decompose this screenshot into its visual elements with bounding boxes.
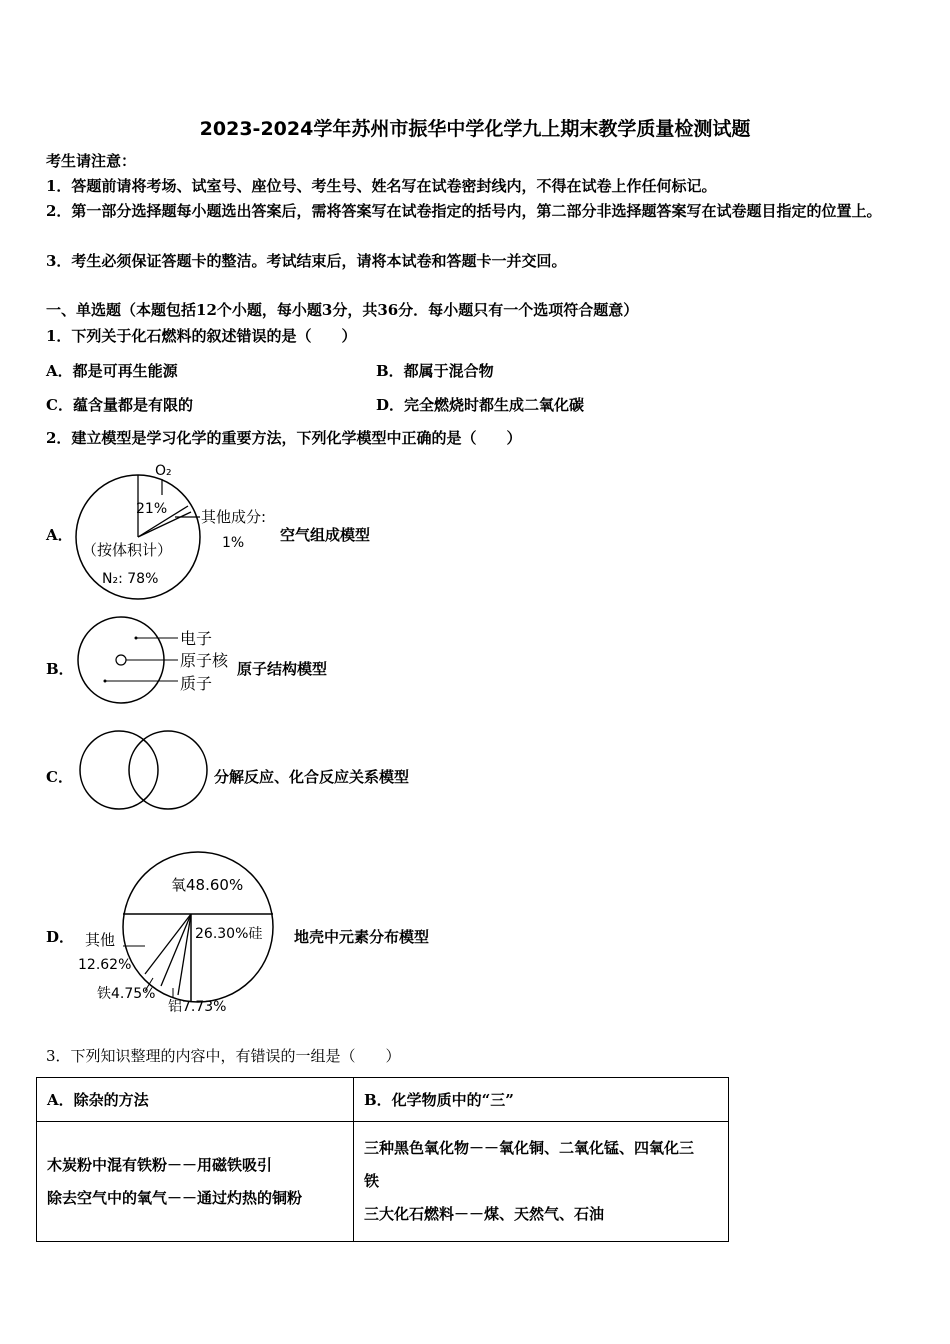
q2-option-d-letter: D． [46,928,75,946]
o2-pct-label: 21% [136,501,168,517]
crust-divider-iron [161,914,191,986]
oxygen-label: 氧48.60% [171,876,244,894]
q1-stem: 1．下列关于化石燃料的叙述错误的是（ ） [46,327,357,345]
q2-option-d-caption: 地壳中元素分布模型 [294,928,430,946]
q2-option-a-caption: 空气组成模型 [280,526,371,544]
q2-stem: 2．建立模型是学习化学的重要方法，下列化学模型中正确的是（ ） [46,429,522,447]
o2-label: O₂ [155,463,172,479]
q2-option-c-caption: 分解反应、化合反应关系模型 [214,768,410,786]
silicon-label: 26.30%硅 [195,926,263,942]
q2-option-b-caption: 原子结构模型 [237,660,328,678]
q3-col-b-header: B．化学物质中的“三” [354,1078,729,1122]
atom-nucleus-circle [116,655,126,665]
combination-circle [129,731,207,809]
q2-option-a-letter: A． [46,526,73,544]
q2-option-c-letter: C． [46,768,73,786]
q3-col-b-line: 三种黑色氧化物－－氧化铜、二氧化锰、四氧化三 [364,1139,695,1157]
q1-option-c: C．蕴含量都是有限的 [46,396,193,414]
crust-divider-aluminum [178,914,191,995]
q3-col-b-cell [354,1122,729,1242]
q3-col-b-line: 三大化石燃料－－煤、天然气、石油 [364,1205,605,1223]
notice-item-3: 3．考生必须保证答题卡的整洁。考试结束后，请将本试卷和答题卡一并交回。 [46,252,567,270]
crust-elements-diagram [75,838,290,1023]
other-element-label: 其他 [85,931,116,949]
q3-col-a-line: 除去空气中的氧气－－通过灼热的铜粉 [47,1188,303,1207]
air-composition-diagram [70,455,290,605]
n2-label: N₂: 78% [102,571,159,587]
notice-item-1: 1．答题前请将考场、试室号、座位号、考生号、姓名写在试卷密封线内，不得在试卷上作任何标记。 [46,177,717,195]
q3-col-a-header: A．除杂的方法 [37,1078,354,1122]
crust-divider-other [145,914,191,974]
q3-table [36,1077,729,1242]
iron-label: 铁4.75% [97,986,156,1002]
q1-option-a: A．都是可再生能源 [46,362,178,380]
nucleus-label: 原子核 [180,651,229,670]
q1-option-d: D．完全燃烧时都生成二氧化碳 [376,396,585,414]
proton-label: 质子 [180,674,213,693]
page-title: 2023-2024学年苏州市振华中学化学九上期末教学质量检测试题 [199,118,751,140]
aluminum-label: 铝7.73% [168,999,227,1015]
atom-structure-diagram [70,615,250,705]
other-label: 其他成分: [201,508,267,526]
q3-col-b-line: 铁 [364,1172,380,1190]
section-heading: 一、单选题（本题包括12个小题，每小题3分，共36分．每小题只有一个选项符合题意） [46,301,639,319]
reaction-relation-diagram [70,728,215,814]
q3-col-a-cell [37,1122,354,1242]
decomposition-circle [80,731,158,809]
q3-stem: 3．下列知识整理的内容中，有错误的一组是（ ） [46,1047,401,1065]
other-pct-label: 1% [222,535,245,551]
other-element-pct: 12.62% [78,957,132,973]
q2-option-b-letter: B． [46,660,74,678]
q1-option-b: B．都属于混合物 [376,362,494,380]
notice-heading: 考生请注意： [46,152,137,170]
electron-label: 电子 [180,629,213,648]
notice-item-2: 2．第一部分选择题每小题选出答案后，需将答案写在试卷指定的括号内，第二部分非选择题答案写在试卷题目指定的位置上。 [46,202,882,220]
basis-label: （按体积计） [82,541,173,559]
q3-col-a-line: 木炭粉中混有铁粉－－用磁铁吸引 [47,1155,273,1174]
